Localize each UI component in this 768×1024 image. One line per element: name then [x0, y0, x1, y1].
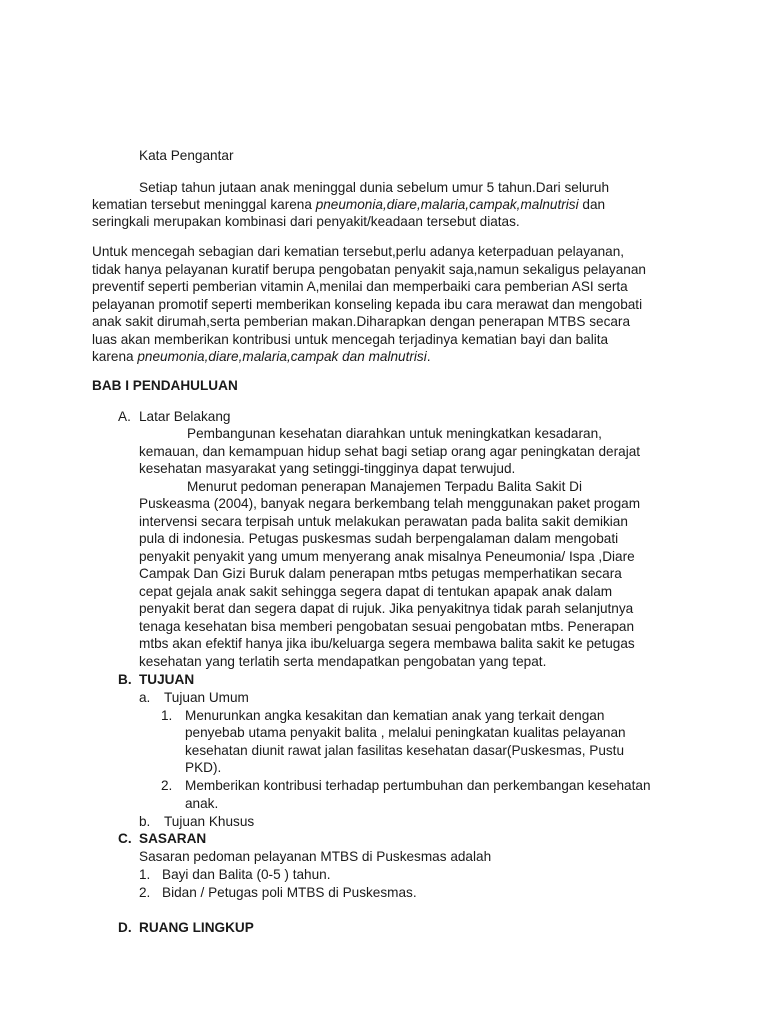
emphasis-text: pneumonia,diare,malaria,campak dan malnutrisi	[137, 349, 427, 364]
section-a-para2-line: cepat gejala anak sakit sehingga segera dapat di tentukan apapak anak dalam	[139, 584, 613, 599]
section-a-para2-line: pula di indonesia. Petugas puskesmas sudah berpengalaman dalam mengobati	[139, 531, 619, 546]
intro-p2-line: karena pneumonia,diare,malaria,campak dan malnutrisi.	[92, 349, 431, 364]
section-a-para2-line: mtbs akan efektif hanya jika ibu/keluarga segera membawa balita sakit ke petugas	[139, 636, 635, 651]
sub-a-label: Tujuan Umum	[164, 690, 249, 705]
section-a-marker: A.	[118, 409, 131, 424]
intro-p2-line: anak sakit dirumah,serta pemberian makan.Diharapkan dengan penerapan MTBS secara	[92, 314, 631, 329]
goal-item-marker: 1.	[161, 708, 173, 723]
intro-heading: Kata Pengantar	[139, 148, 234, 163]
goal-item-line: anak.	[185, 796, 219, 811]
section-c-label: SASARAN	[139, 831, 207, 846]
intro-p2-line: Untuk mencegah sebagian dari kematian tersebut,perlu adanya keterpaduan pelayanan,	[92, 244, 625, 259]
section-a-para2-line: Campak Dan Gizi Buruk dalam penerapan mtbs petugas memperhatikan secara	[139, 566, 622, 581]
intro-p2-line: pelayanan promotif seperti memberikan konseling kepada ibu cara merawat dan mengobati	[92, 297, 643, 312]
section-d-marker: D.	[118, 920, 132, 935]
sub-b-label: Tujuan Khusus	[164, 814, 255, 829]
section-a-para1-line: kemauan, dan kemampuan hidup sehat bagi setiap orang agar peningkatan derajat	[139, 444, 641, 459]
intro-p2-line: tidak hanya pelayanan kuratif berupa pengobatan penyakit saja,namun sekaligus pelayanan	[92, 262, 646, 277]
intro-p2-line: luas akan memberikan kontribusi untuk mencegah terjadinya kematian bayi dan balita	[92, 332, 609, 347]
sub-a-marker: a.	[139, 690, 151, 705]
intro-p1-line: seringkali merupakan kombinasi dari penyakit/keadaan tersebut diatas.	[92, 214, 520, 229]
goal-item-line: Memberikan kontribusi terhadap pertumbuhan dan perkembangan kesehatan	[185, 778, 651, 793]
section-a-para2-line: intervensi secara terpisah untuk melakukan perawatan pada balita sakit demikian	[139, 514, 628, 529]
intro-p2-line: preventif seperti pemberian vitamin A,menilai dan memperbaiki cara pemberian ASI serta	[92, 279, 628, 294]
section-c-intro: Sasaran pedoman pelayanan MTBS di Puskesmas adalah	[139, 849, 492, 864]
goal-item-line: penyebab utama penyakit balita , melalui peningkatan kualitas pelayanan	[185, 725, 626, 740]
section-b-marker: B.	[118, 672, 132, 687]
section-a-label: Latar Belakang	[139, 409, 231, 424]
section-d-label: RUANG LINGKUP	[139, 920, 254, 935]
section-a-para2-line: Menurut pedoman penerapan Manajemen Terpadu Balita Sakit Di	[187, 479, 582, 494]
chapter-title: BAB I PENDAHULUAN	[92, 378, 238, 393]
goal-item-line: Menurunkan angka kesakitan dan kematian anak yang terkait dengan	[185, 708, 605, 723]
emphasis-text: pneumonia,diare,malaria,campak,malnutrisi	[315, 197, 579, 212]
section-a-para1-line: kesehatan masyarakat yang setinggi-tingginya dapat terwujud.	[139, 461, 516, 476]
sub-b-marker: b.	[139, 814, 151, 829]
section-a-para2-line: kesehatan yang terlatih serta mendapatkan pengobatan yang tepat.	[139, 654, 547, 669]
intro-p1-line: Setiap tahun jutaan anak meninggal dunia sebelum umur 5 tahun.Dari seluruh	[139, 180, 610, 195]
intro-p1-line: kematian tersebut meninggal karena pneumonia,diare,malaria,campak,malnutrisi dan	[92, 197, 606, 212]
target-item-marker: 2.	[139, 885, 151, 900]
target-item-marker: 1.	[139, 867, 151, 882]
target-item-text: Bidan / Petugas poli MTBS di Puskesmas.	[162, 885, 417, 900]
goal-item-line: kesehatan diunit rawat jalan fasilitas kesehatan dasar(Puskesmas, Pustu	[185, 743, 625, 758]
section-a-para1-line: Pembangunan kesehatan diarahkan untuk meningkatkan kesadaran,	[187, 426, 602, 441]
section-a-para2-line: Puskeasma (2004), banyak negara berkembang telah menggunakan paket progam	[139, 496, 641, 511]
section-b-label: TUJUAN	[139, 672, 195, 687]
goal-item-marker: 2.	[161, 778, 173, 793]
section-a-para2-line: penyakit berat dan segera dapat di rujuk. Jika penyakitnya tidak parah selanjutnya	[139, 601, 634, 616]
target-item-text: Bayi dan Balita (0-5 ) tahun.	[162, 867, 331, 882]
section-a-para2-line: penyakit penyakit yang umum menyerang anak misalnya Peneumonia/ Ispa ,Diare	[139, 549, 635, 564]
section-c-marker: C.	[118, 831, 132, 846]
section-a-para2-line: tenaga kesehatan bisa memberi pengobatan sesuai pengobatan mtbs. Penerapan	[139, 619, 635, 634]
goal-item-line: PKD).	[185, 760, 222, 775]
